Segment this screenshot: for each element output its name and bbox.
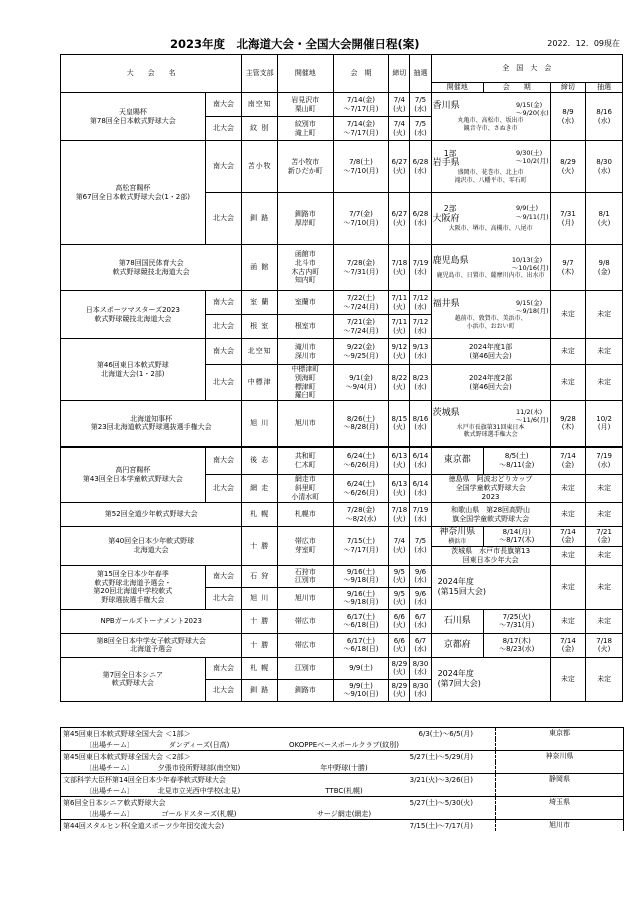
nat-event-name: 文部科学大臣杯第14回全日本少年春季軟式野球大会 xyxy=(63,775,226,784)
nat-period: 9/15(金) ～9/18(月) xyxy=(515,298,549,315)
draw-date: 7/19 (水) xyxy=(410,245,431,291)
period: 9/16(土) ～9/18(月) xyxy=(333,565,389,587)
venue: 帯広市 xyxy=(278,609,334,633)
host-branch: 函 館 xyxy=(242,245,278,291)
host-branch: 苫小牧 xyxy=(242,141,278,193)
division: 南大会 xyxy=(205,93,242,117)
period: 9/16(土) ～9/18(月) xyxy=(333,587,389,609)
nat-event-row xyxy=(61,797,496,809)
venue: 札幌市 xyxy=(278,503,334,527)
nat-prefecture: 香川県 xyxy=(432,100,460,111)
nat-venue xyxy=(431,193,550,245)
team-label: 〔出場チーム〕 xyxy=(85,740,134,749)
nat-cities: 水戸市長旗第31回東日本 軟式野球選手権大会 xyxy=(456,423,525,439)
period: 7/28(金) ～7/31(月) xyxy=(333,245,389,291)
col-deadline: 締切 xyxy=(389,55,410,93)
deadline: 8/29 (火) xyxy=(389,679,410,701)
team-label: 〔出場チーム〕 xyxy=(85,763,134,772)
deadline: 7/4 (火) xyxy=(389,93,410,117)
draw-date: 7/12 (水) xyxy=(410,291,431,315)
nat-deadline: 7/14 (金) xyxy=(550,447,586,475)
nat-event-period: 5/27(土)～5/30(火) xyxy=(409,798,473,807)
draw-date: 9/13 (水) xyxy=(410,339,431,365)
event-name: 高円宮賜杯 第43回全日本学童軟式野球大会 xyxy=(61,447,206,503)
draw-date: 7/5 (水) xyxy=(410,93,431,117)
nat-deadline: 8/9 (水) xyxy=(550,93,586,141)
deadline: 8/15 (火) xyxy=(389,401,410,447)
division: 北大会 xyxy=(205,117,242,141)
nat-venue: 神奈川県 横浜市 xyxy=(431,527,483,547)
nat-deadline: 未定 xyxy=(550,609,586,633)
venue: 共和町 仁木町 xyxy=(278,447,334,475)
venue: 岩見沢市 栗山町 xyxy=(278,93,334,117)
host-branch: 後 志 xyxy=(242,447,278,475)
nat-prefecture: 岩手県 xyxy=(432,158,460,169)
venue: 室蘭市 xyxy=(278,291,334,315)
nat-venue xyxy=(431,401,550,447)
venue: 苫小牧市 新ひだか町 xyxy=(278,141,334,193)
deadline: 7/11 (火) xyxy=(389,315,410,339)
nat-draw: 未定 xyxy=(586,475,623,503)
nat-prefecture: 福井県 xyxy=(432,298,460,309)
host-branch: 紋 別 xyxy=(242,117,278,141)
nat-draw: 7/18 (火) xyxy=(586,633,623,657)
team-label: 〔出場チーム〕 xyxy=(85,786,134,795)
nat-deadline: 7/14 (金) xyxy=(550,633,586,657)
nat-event-row xyxy=(61,728,496,740)
draw-date: 6/7 (水) xyxy=(410,609,431,633)
nat-deadline: 未定 xyxy=(550,339,586,365)
deadline: 8/29 (火) xyxy=(389,657,410,679)
nat-draw: 未定 xyxy=(586,546,623,565)
deadline: 8/22 (火) xyxy=(389,365,410,401)
nat-draw: 未定 xyxy=(586,565,623,609)
nat-event-name: 第45回東日本軟式野球全国大会 ＜1部＞ xyxy=(63,729,191,738)
draw-date: 9/6 (水) xyxy=(410,587,431,609)
deadline: 6/27 (火) xyxy=(389,141,410,193)
venue: 帯広市 芽室町 xyxy=(278,527,334,566)
period: 8/26(土) ～8/28(月) xyxy=(333,401,389,447)
period: 7/22(土) ～7/24(月) xyxy=(333,291,389,315)
host-branch: 札 幌 xyxy=(242,503,278,527)
nat-draw: 7/21 (金) xyxy=(586,527,623,547)
venue: 根室市 xyxy=(278,315,334,339)
nat-deadline: 未定 xyxy=(550,291,586,339)
draw-date: 8/23 (水) xyxy=(410,365,431,401)
event-name: 第15回全日本少年春季 軟式野球北海道予選会・ 第20回北海道中学校軟式 野球選抜選手権大会 xyxy=(61,565,206,609)
deadline: 9/5 (火) xyxy=(389,565,410,587)
team-label: 〔出場チーム〕 xyxy=(85,809,134,818)
draw-date: 9/6 (水) xyxy=(410,565,431,587)
host-branch: 十 勝 xyxy=(242,609,278,633)
period: 9/1(金) ～9/4(月) xyxy=(333,365,389,401)
host-branch: 石 狩 xyxy=(242,565,278,587)
division: 北大会 xyxy=(205,193,242,245)
division: 南大会 xyxy=(205,565,242,587)
division: 南大会 xyxy=(205,141,242,193)
nat-period: 8/14(月) ～8/17(木) xyxy=(483,527,550,547)
host-branch: 網 走 xyxy=(242,475,278,503)
venue: 帯広市 xyxy=(278,633,334,657)
period: 7/14(金) ～7/17(月) xyxy=(333,93,389,117)
nat-venue: 和歌山県 第28回高野山 旗全国学童軟式野球大会 xyxy=(431,503,550,527)
nat-period: 7/25(火) ～7/31(月) xyxy=(483,609,550,633)
event-name: 北海道知事杯 第23回北海道軟式野球選抜選手権大会 xyxy=(61,401,242,447)
nat-event-row xyxy=(61,774,496,786)
col-nat-period: 会 期 xyxy=(483,83,550,93)
nationals-table xyxy=(60,727,624,831)
period: 7/21(金) ～7/24(月) xyxy=(333,315,389,339)
nat-cities: 大阪市、堺市、高槻市、八尾市 xyxy=(448,225,533,233)
venue: 釧路市 xyxy=(278,679,334,701)
page-title: 2023年度 北海道大会・全国大会開催日程(案) xyxy=(170,37,420,51)
nat-event-location: 埼玉県 xyxy=(496,797,624,820)
nat-deadline: 9/7 (木) xyxy=(550,245,586,291)
nat-venue: 京都府 xyxy=(431,633,483,657)
nat-venue xyxy=(431,93,550,141)
venue: 紋別市 滝上町 xyxy=(278,117,334,141)
division: 南大会 xyxy=(205,339,242,365)
nat-venue: 東京都 xyxy=(431,447,483,475)
nat-event-location: 静岡県 xyxy=(496,774,624,797)
col-draw: 抽選 xyxy=(410,55,431,93)
host-branch: 札 幌 xyxy=(242,657,278,679)
nat-period: 9/30(土) ～10/2(月) xyxy=(515,148,549,165)
nat-venue: 徳島県 阿波おどりカップ 全国学童軟式野球大会 2023 xyxy=(431,475,550,503)
nat-venue: 2024年度1部 (第46回大会) xyxy=(431,339,550,365)
nat-prefecture: 鹿児島県 xyxy=(432,255,469,266)
nat-venue xyxy=(431,291,550,339)
nat-venue: 2024年度2部 (第46回大会) xyxy=(431,365,550,401)
draw-date: 6/14 (水) xyxy=(410,475,431,503)
nat-deadline: 7/14 (金) xyxy=(550,527,586,547)
nat-event-row xyxy=(61,820,496,832)
division: 北大会 xyxy=(205,315,242,339)
venue: 石狩市 江別市 xyxy=(278,565,334,587)
nat-prefecture: 大阪府 xyxy=(432,213,460,224)
draw-date: 6/7 (水) xyxy=(410,633,431,657)
nat-draw: 未定 xyxy=(586,291,623,339)
nat-teams-row xyxy=(61,739,496,751)
period: 6/17(土) ～6/18(日) xyxy=(333,633,389,657)
team-1: ダンディーズ(日高) xyxy=(168,740,230,749)
nat-teams-row xyxy=(61,762,496,774)
nat-draw: 8/16 (水) xyxy=(586,93,623,141)
period: 6/17(土) ～6/18(日) xyxy=(333,609,389,633)
deadline: 7/4 (火) xyxy=(389,527,410,566)
nat-draw: 未定 xyxy=(586,609,623,633)
nat-event-period: 3/21(火)～3/26(日) xyxy=(409,775,473,784)
nat-draw: 未定 xyxy=(586,503,623,527)
nat-deadline: 未定 xyxy=(550,546,586,565)
division: 南大会 xyxy=(205,291,242,315)
nat-venue: 2024年度 (第15回大会) xyxy=(431,565,550,609)
period: 6/24(土) ～6/26(月) xyxy=(333,475,389,503)
draw-date: 8/16 (水) xyxy=(410,401,431,447)
host-branch: 十 勝 xyxy=(242,633,278,657)
period: 7/14(金) ～7/17(月) xyxy=(333,117,389,141)
nat-venue: 2024年度 (第7回大会) xyxy=(431,657,550,701)
period: 7/15(土) ～7/17(月) xyxy=(333,527,389,566)
period: 9/9(土) xyxy=(333,657,389,679)
deadline: 6/27 (火) xyxy=(389,193,410,245)
nat-event-name: 第45回東日本軟式野球全国大会 ＜2部＞ xyxy=(63,752,191,761)
col-venue: 開催地 xyxy=(278,55,334,93)
event-name: 第40回全日本少年軟式野球 北海道大会 xyxy=(61,527,242,566)
division: 北大会 xyxy=(205,587,242,609)
team-2: OKOPPEベースボールクラブ(紋別) xyxy=(289,740,399,749)
period: 7/28(金) ～8/2(水) xyxy=(333,503,389,527)
nat-deadline: 未定 xyxy=(550,565,586,609)
col-nat-venue: 開催地 xyxy=(431,83,483,93)
nat-event-period: 7/15(土)～7/17(月) xyxy=(409,821,473,830)
division: 南大会 xyxy=(205,657,242,679)
team-2: 年中野球(十勝) xyxy=(320,763,368,772)
nat-deadline: 8/29 (火) xyxy=(550,141,586,193)
nat-event-name: 第44回スタルヒン杯(全道スポーツ少年団交流大会) xyxy=(63,821,225,830)
deadline: 6/13 (火) xyxy=(389,447,410,475)
nat-cities: 丸亀市、高松市、坂出市 観音寺市、さぬき市 xyxy=(457,117,524,132)
deadline: 9/5 (火) xyxy=(389,587,410,609)
nat-venue: 石川県 xyxy=(431,609,483,633)
nat-period: 10/13(金) ～10/16(月) xyxy=(511,255,549,272)
draw-date: 7/5 (水) xyxy=(410,117,431,141)
event-name: 第7回全日本シニア 軟式野球大会 xyxy=(61,657,206,701)
col-nat-deadline: 締切 xyxy=(550,83,586,93)
nat-draw: 8/1 (火) xyxy=(586,193,623,245)
nat-draw: 未定 xyxy=(586,339,623,365)
period: 9/22(金) ～9/25(月) xyxy=(333,339,389,365)
team-1: 北見市立光西中学校(北見) xyxy=(157,786,241,795)
nat-deadline: 未定 xyxy=(550,503,586,527)
nat-venue xyxy=(431,141,550,193)
nat-teams-row xyxy=(61,808,496,820)
venue: 旭川市 xyxy=(278,587,334,609)
team-1: ゴールドスターズ(札幌) xyxy=(161,809,237,818)
event-name: 第78回国民体育大会 軟式野球競技北海道大会 xyxy=(61,245,242,291)
nat-event-row xyxy=(61,751,496,763)
header xyxy=(60,36,620,52)
nat-draw: 未定 xyxy=(586,365,623,401)
col-event: 大 会 名 xyxy=(61,55,242,93)
draw-date: 6/28 (水) xyxy=(410,193,431,245)
venue: 江別市 xyxy=(278,657,334,679)
nat-draw: 8/30 (水) xyxy=(586,141,623,193)
nat-cities: 鹿児島市、日置市、薩摩川内市、出水市 xyxy=(436,271,545,279)
nat-deadline: 未定 xyxy=(550,657,586,701)
draw-date: 7/5 (水) xyxy=(410,527,431,566)
host-branch: 十 勝 xyxy=(242,527,278,566)
nat-prefecture: 茨城県 xyxy=(432,407,460,418)
period: 6/24(土) ～6/26(月) xyxy=(333,447,389,475)
host-branch: 釧 路 xyxy=(242,193,278,245)
event-name: 第52回全道少年軟式野球大会 xyxy=(61,503,242,527)
deadline: 6/13 (火) xyxy=(389,475,410,503)
host-branch: 旭 川 xyxy=(242,587,278,609)
team-2: サージ網走(網走) xyxy=(316,809,372,818)
period: 7/8(土) ～7/10(月) xyxy=(333,141,389,193)
nat-draw: 9/8 (金) xyxy=(586,245,623,291)
team-2: TTBC(札幌) xyxy=(325,786,363,795)
nat-division: 2部 xyxy=(443,204,457,214)
deadline: 9/12 (火) xyxy=(389,339,410,365)
deadline: 6/6 (火) xyxy=(389,609,410,633)
nat-venue xyxy=(431,245,550,291)
nat-period: 9/9(土) ～9/11(月) xyxy=(515,204,549,221)
nat-period: 9/15(金) ～9/20(水) xyxy=(515,100,549,117)
event-name: 日本スポーツマスターズ2023 軟式野球競技北海道大会 xyxy=(61,291,206,339)
nat-cities: 盛岡市、花巻市、北上市 滝沢市、八幡平市、零石町 xyxy=(454,169,527,184)
nat-event-location: 旭川市 xyxy=(496,820,624,832)
nat-period: 8/17(木) ～8/23(水) xyxy=(483,633,550,657)
team-1: 夕張市役所野球部(南空知) xyxy=(157,763,241,772)
nat-event-period: 5/27(土)～5/29(月) xyxy=(409,752,473,761)
draw-date: 8/30 (水) xyxy=(410,679,431,701)
draw-date: 8/30 (水) xyxy=(410,657,431,679)
nat-event-location: 東京都 xyxy=(496,728,624,751)
nat-teams-row xyxy=(61,785,496,797)
schedule-table xyxy=(60,54,623,702)
host-branch: 旭 川 xyxy=(242,401,278,447)
division: 北大会 xyxy=(205,475,242,503)
host-branch: 室 蘭 xyxy=(242,291,278,315)
period: 9/9(土) ～9/10(日) xyxy=(333,679,389,701)
host-branch: 中標津 xyxy=(242,365,278,401)
event-name: 高松宮賜杯 第67回全日本軟式野球大会(1・2部) xyxy=(61,141,206,245)
venue: 網走市 斜里町 小清水町 xyxy=(278,475,334,503)
nat-venue: 茨城県 水戸市長旗第13 回東日本少年大会 xyxy=(431,546,550,565)
deadline: 7/11 (火) xyxy=(389,291,410,315)
deadline: 7/18 (火) xyxy=(389,503,410,527)
venue: 函館市 北斗市 木古内町 知内町 xyxy=(278,245,334,291)
nat-deadline: 未定 xyxy=(550,365,586,401)
col-nat-draw: 抽選 xyxy=(586,83,623,93)
host-branch: 南空知 xyxy=(242,93,278,117)
col-branch: 主管支部 xyxy=(242,55,278,93)
draw-date: 7/12 (水) xyxy=(410,315,431,339)
nat-period: 8/5(土) ～8/11(金) xyxy=(483,447,550,475)
nat-deadline: 7/31 (月) xyxy=(550,193,586,245)
nat-draw: 10/2 (月) xyxy=(586,401,623,447)
venue: 旭川市 xyxy=(278,401,334,447)
draw-date: 7/19 (水) xyxy=(410,503,431,527)
host-branch: 北空知 xyxy=(242,339,278,365)
venue: 釧路市 厚岸町 xyxy=(278,193,334,245)
venue: 滝川市 深川市 xyxy=(278,339,334,365)
draw-date: 6/14 (水) xyxy=(410,447,431,475)
nat-event-period: 6/3(土)～6/5(月) xyxy=(418,729,473,738)
host-branch: 根 室 xyxy=(242,315,278,339)
nat-division: 1部 xyxy=(443,148,457,158)
nat-cities: 越前市、敦賀市、美浜市、 小浜市、おおい町 xyxy=(454,315,527,330)
col-period: 会 期 xyxy=(333,55,389,93)
event-name: 天皇賜杯 第78回全日本軟式野球大会 xyxy=(61,93,206,141)
division: 北大会 xyxy=(205,365,242,401)
event-name: NPBガールズトーナメント2023 xyxy=(61,609,242,633)
deadline: 6/6 (火) xyxy=(389,633,410,657)
deadline: 7/18 (火) xyxy=(389,245,410,291)
col-national: 全 国 大 会 xyxy=(431,55,622,83)
nat-draw: 未定 xyxy=(586,657,623,701)
nat-deadline: 9/28 (木) xyxy=(550,401,586,447)
event-name: 第46回東日本軟式野球 北海道大会(1・2部) xyxy=(61,339,206,401)
event-name: 第8回全日本中学女子軟式野球大会 北海道予選会 xyxy=(61,633,242,657)
nat-deadline: 未定 xyxy=(550,475,586,503)
as-of-date: 2022．12．09現在 xyxy=(547,39,620,48)
nat-period: 11/2(木) ～11/6(月) xyxy=(515,407,549,424)
division: 南大会 xyxy=(205,447,242,475)
venue: 中標津町 別海町 標津町 羅臼町 xyxy=(278,365,334,401)
nat-draw: 7/19 (水) xyxy=(586,447,623,475)
host-branch: 釧 路 xyxy=(242,679,278,701)
period: 7/7(金) ～7/10(月) xyxy=(333,193,389,245)
draw-date: 6/28 (水) xyxy=(410,141,431,193)
deadline: 7/4 (火) xyxy=(389,117,410,141)
division: 北大会 xyxy=(205,679,242,701)
nat-event-name: 第6回全日本シニア軟式野球大会 xyxy=(63,798,166,807)
nat-event-location: 神奈川県 xyxy=(496,751,624,774)
